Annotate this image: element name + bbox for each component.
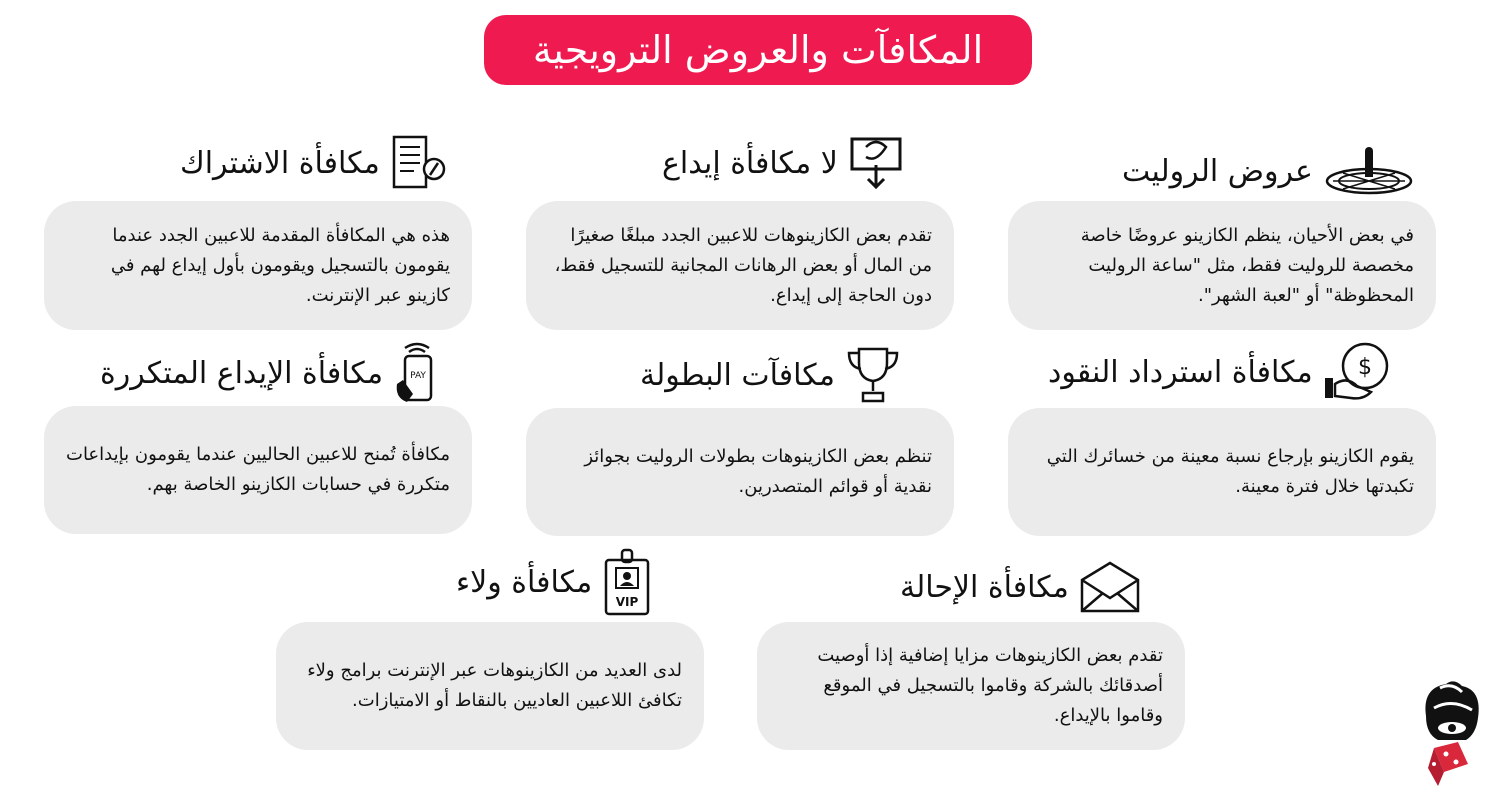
svg-text:$: $ — [1357, 355, 1372, 380]
card-text: مكافأة تُمنح للاعبين الحاليين عندما يقومون بإيداعات متكررة في حسابات الكازينو الخاصة بهم. — [66, 444, 450, 495]
heading-text: مكافأة الإحالة — [900, 569, 1069, 605]
heading-cashback — [1048, 340, 1395, 404]
card-text: يقوم الكازينو بإرجاع نسبة معينة من خسائرك التي تكبدتها خلال فترة معينة. — [1046, 446, 1414, 497]
mobile-pay-icon — [393, 340, 441, 406]
heading-text: لا مكافأة إيداع — [662, 145, 838, 181]
card-no-deposit — [526, 201, 954, 330]
heading-text: مكافأة الاشتراك — [180, 145, 380, 181]
heading-roulette — [1122, 145, 1415, 197]
roulette-wheel-icon — [1323, 145, 1415, 197]
heading-text: مكافآت البطولة — [640, 357, 835, 393]
cashback-hand-icon — [1323, 340, 1395, 404]
card-roulette — [1008, 201, 1436, 330]
vip-badge-icon — [602, 548, 652, 616]
card-text: في بعض الأحيان، ينظم الكازينو عروضًا خاصة مخصصة للروليت فقط، مثل "ساعة الروليت المحظوظة" أو "لعبة الشهر". — [1080, 224, 1414, 306]
heading-tournament — [640, 345, 901, 405]
card-text: تقدم بعض الكازينوهات مزايا إضافية إذا أوصيت أصدقائك بالشركة وقاموا بالتسجيل في الموقع وقاموا بالإيداع. — [817, 645, 1163, 726]
card-signup — [44, 201, 472, 330]
heading-text: عروض الروليت — [1122, 153, 1313, 189]
card-text: تقدم بعض الكازينوهات للاعبين الجدد مبلغًا صغيرًا من المال أو بعض الرهانات المجانية للتسجيل فقط، دون الحاجة إلى إيداع. — [554, 224, 932, 306]
heading-loyalty — [456, 548, 652, 616]
heading-referral — [900, 560, 1141, 614]
heading-text: مكافأة استرداد النقود — [1048, 354, 1313, 390]
heading-no-deposit — [662, 135, 904, 191]
card-reload — [44, 406, 472, 534]
card-text: هذه هي المكافأة المقدمة للاعبين الجدد عندما يقومون بالتسجيل ويقومون بأول إيداع لهم في كازينو عبر الإنترنت. — [110, 224, 450, 306]
card-referral — [757, 622, 1185, 750]
heading-reload — [100, 340, 441, 406]
card-text: لدى العديد من الكازينوهات عبر الإنترنت برامج ولاء تكافئ اللاعبين العاديين بالنقاط أو الامتيازات. — [307, 660, 682, 711]
svg-text:PAY: PAY — [410, 371, 426, 381]
heading-text: مكافأة ولاء — [456, 564, 593, 600]
card-tournament — [526, 408, 954, 536]
mascot-logo — [1418, 678, 1484, 790]
signup-form-icon — [390, 135, 446, 191]
page-title: المكافآت والعروض الترويجية — [484, 15, 1032, 85]
envelope-icon — [1079, 560, 1141, 614]
money-download-icon — [848, 135, 904, 191]
heading-signup — [180, 135, 446, 191]
card-loyalty — [276, 622, 704, 750]
svg-text:VIP: VIP — [615, 595, 639, 609]
card-text: تنظم بعض الكازينوهات بطولات الروليت بجوائز نقدية أو قوائم المتصدرين. — [584, 446, 932, 497]
heading-text: مكافأة الإيداع المتكررة — [100, 355, 384, 391]
trophy-icon — [845, 345, 901, 405]
card-cashback — [1008, 408, 1436, 536]
